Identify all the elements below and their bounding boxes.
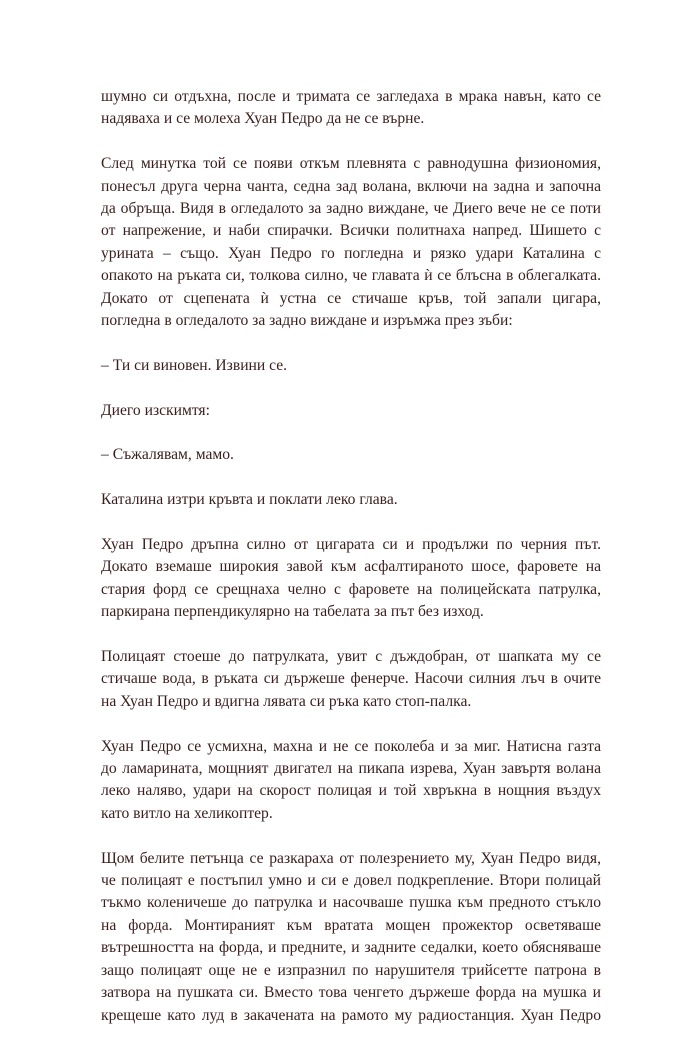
text-line: След минутка той се появи откъм плевнята с равнодушна физиономия, bbox=[101, 155, 601, 173]
text-line: тъкмо коленичеше до патрулка и насочваше пушка към предното стъкло bbox=[101, 894, 601, 912]
text-line: опакото на ръката си, толкова силно, че главата ѝ се блъсна в облегалката. bbox=[101, 267, 601, 285]
text-line: леко наляво, удари на скорост полицая и той хвръкна в нощния въздух bbox=[101, 782, 601, 800]
text-line: Докато от сцепената ѝ устна се стичаше кръв, той запали цигара, bbox=[101, 289, 601, 307]
text-line: че полицаят е постъпил умно и си е довел подкрепление. Втори полицай bbox=[101, 872, 601, 890]
text-line: стичаше вода, в ръката си държеше фенерче. Насочи силния лъч в очите bbox=[101, 670, 601, 688]
text-line: Докато вземаше широкия завой към асфалтираното шосе, фаровете на bbox=[101, 558, 601, 576]
text-line: погледна в огледалото за задно виждане и изръмжа през зъби: bbox=[101, 312, 513, 330]
text-line: Хуан Педро се усмихна, махна и не се поколеба и за миг. Натисна газта bbox=[101, 737, 601, 755]
paragraph bbox=[101, 444, 601, 466]
text-line: затвора на пушката си. Вместо това ченгето държеше форда на мушка и bbox=[101, 984, 601, 1002]
paragraph bbox=[101, 848, 601, 1027]
document-body bbox=[101, 86, 601, 1049]
text-line: Диего изскимтя: bbox=[101, 401, 210, 419]
text-line: на Хуан Педро и вдигна лявата си ръка като стоп-палка. bbox=[101, 692, 472, 710]
text-line: урината – също. Хуан Педро го погледна и рязко удари Каталина с bbox=[101, 244, 601, 262]
text-line: на форда. Монтираният към вратата мощен прожектор осветяваше bbox=[101, 916, 601, 934]
paragraph bbox=[101, 153, 601, 332]
paragraph bbox=[101, 646, 601, 713]
text-line: вътрешността на форда, и предните, и задните седалки, което обясняваше bbox=[101, 939, 601, 957]
paragraph bbox=[101, 355, 601, 377]
text-line: от напрежение, и наби спирачки. Всички политнаха напред. Шишето с bbox=[101, 222, 601, 240]
text-line: стария форд се срещнаха челно с фаровете на полицейската патрулка, bbox=[101, 580, 601, 598]
paragraph bbox=[101, 400, 601, 422]
text-line: – Съжалявам, мамо. bbox=[101, 446, 234, 464]
text-line: до ламарината, мощният двигател на пикапа изрева, Хуан завъртя волана bbox=[101, 760, 601, 778]
text-line: паркирана перпендикулярно на табелата за път без изход. bbox=[101, 603, 484, 621]
text-line: като витло на хеликоптер. bbox=[101, 804, 273, 822]
text-line: – Ти си виновен. Извини се. bbox=[101, 356, 288, 374]
text-line: Полицаят стоеше до патрулката, увит с дъждобран, от шапката му се bbox=[101, 648, 601, 666]
text-line: крещеше като луд в закачената на рамото му радиостанция. Хуан Педро bbox=[101, 1006, 601, 1024]
paragraph bbox=[101, 736, 601, 826]
paragraph bbox=[101, 489, 601, 511]
text-line: надяваха и се молеха Хуан Педро да не се върне. bbox=[101, 110, 425, 128]
paragraph bbox=[101, 534, 601, 624]
text-line: Каталина изтри кръвта и поклати леко глава. bbox=[101, 491, 398, 509]
text-line: понесъл друга черна чанта, седна зад волана, включи на задна и започна bbox=[101, 177, 601, 195]
text-line: защо полицаят още не е изпразнил по нарушителя трийсетте патрона в bbox=[101, 961, 601, 979]
paragraph bbox=[101, 86, 601, 131]
text-line: да обръща. Видя в огледалото за задно виждане, че Диего вече не се поти bbox=[101, 200, 601, 218]
text-line: Щом белите петънца се разкараха от полезрението му, Хуан Педро видя, bbox=[101, 849, 601, 867]
text-line: шумно си отдъхна, после и тримата се загледаха в мрака навън, като се bbox=[101, 88, 601, 105]
text-line: Хуан Педро дръпна силно от цигарата си и продължи по черния път. bbox=[101, 536, 601, 554]
